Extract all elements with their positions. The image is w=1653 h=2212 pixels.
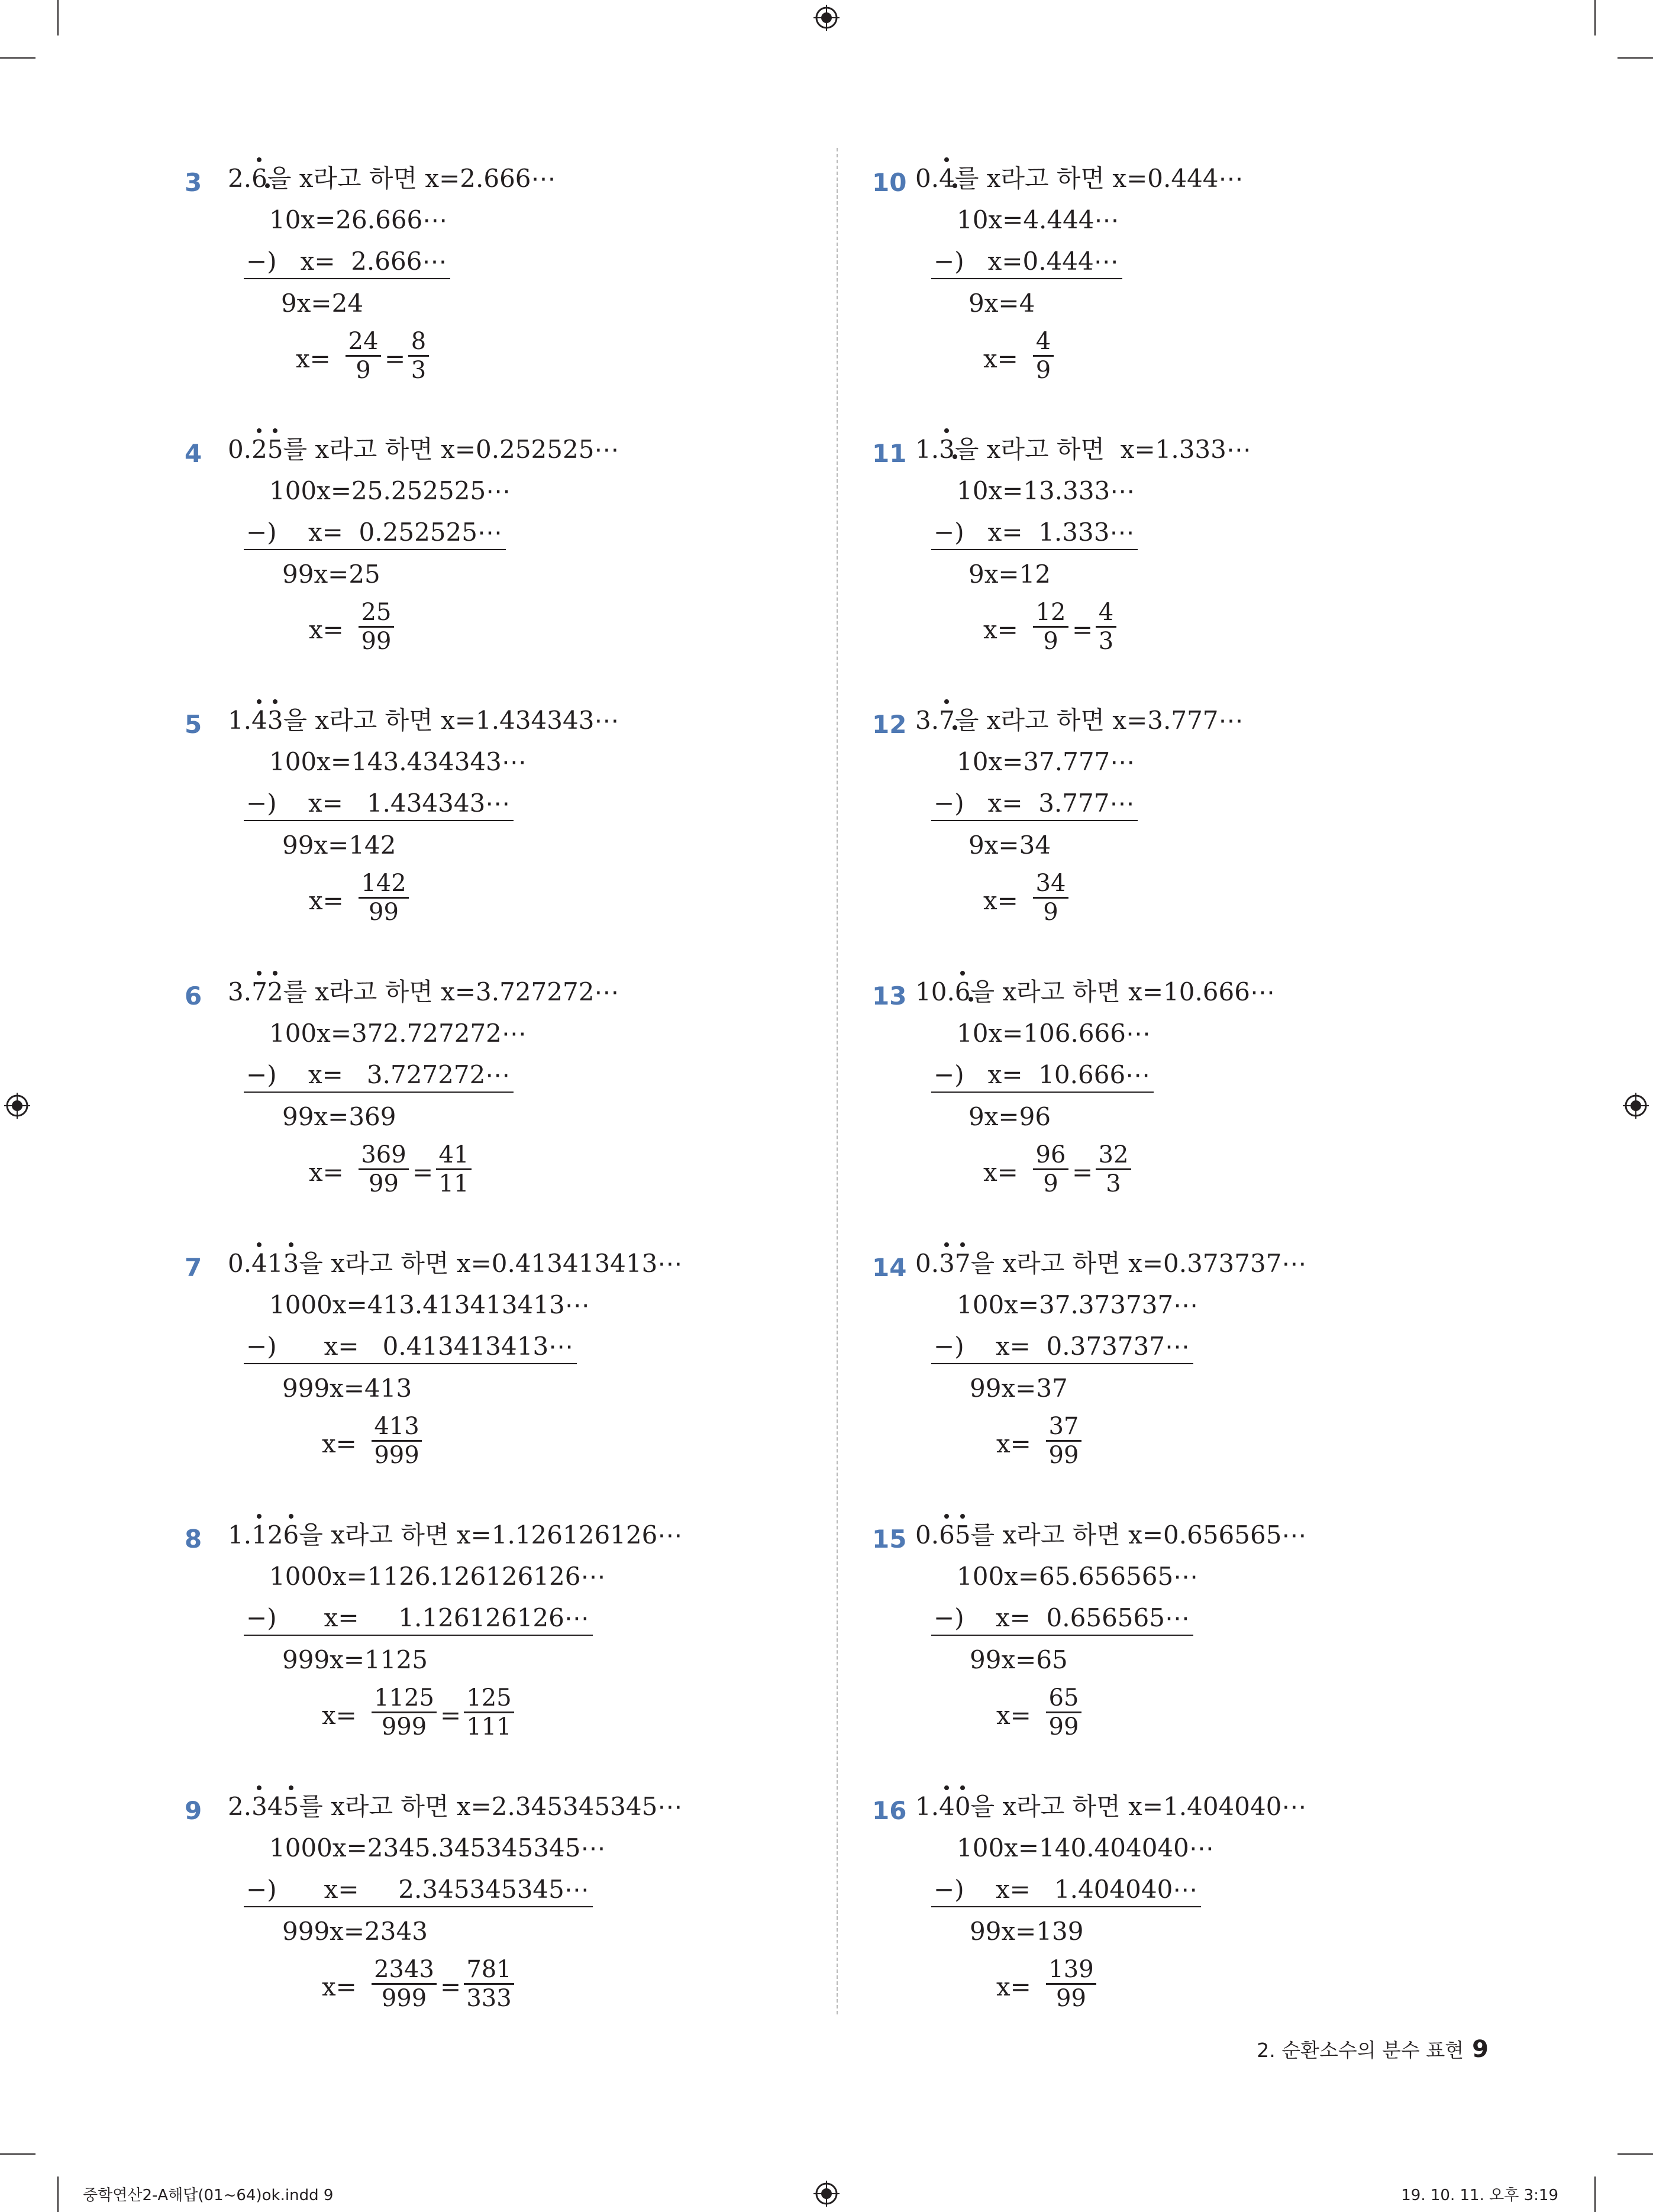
problem-6 — [185, 968, 895, 1217]
statement-text: 를 x라고 하면 x=0.252525⋯ — [283, 435, 619, 464]
fraction-denominator: 111 — [466, 1713, 512, 1740]
equation-difference: 999x=2343 — [282, 1917, 428, 1946]
section-title: 2. 순환소수의 분수 표현 — [1257, 2039, 1464, 2062]
result-lhs: x= — [309, 615, 344, 644]
fraction — [464, 1956, 514, 2012]
fraction-denominator: 999 — [381, 1985, 427, 2012]
print-slug-left: 중학연산2-A해답(01~64)ok.indd 9 — [83, 2187, 334, 2204]
fraction — [1046, 1684, 1081, 1740]
fraction-numerator: 413 — [372, 1413, 422, 1442]
equation-difference: 99x=37 — [970, 1374, 1068, 1403]
equation-multiply: 100x=372.727272⋯ — [269, 1019, 527, 1048]
problem-number: 15 — [872, 1525, 907, 1554]
fraction — [1096, 1141, 1131, 1197]
crop-mark — [57, 2177, 59, 2212]
repeating-digit-end: 5 — [283, 1789, 299, 1825]
fraction-numerator: 41 — [436, 1141, 472, 1170]
fraction-denominator: 99 — [1048, 1713, 1079, 1740]
equals-sign: = — [412, 1158, 434, 1187]
fraction-denominator: 3 — [1106, 1170, 1121, 1197]
crop-mark — [0, 57, 35, 59]
equation-subtract — [931, 1600, 1193, 1636]
equation-multiply: 100x=65.656565⋯ — [957, 1562, 1199, 1591]
equation-difference: 9x=34 — [968, 831, 1051, 860]
fraction — [1033, 328, 1054, 384]
fraction — [372, 1956, 437, 2012]
fraction — [408, 328, 429, 384]
repeating-digit-start: 4 — [251, 703, 267, 738]
fraction — [372, 1413, 422, 1469]
problem-statement — [228, 703, 619, 738]
equation-multiply: 10x=13.333⋯ — [957, 476, 1135, 505]
repeating-digit-start: 3 — [939, 1246, 955, 1281]
decimal-lead: 3. — [228, 977, 252, 1006]
registration-mark-icon — [813, 2181, 840, 2207]
fraction-numerator: 96 — [1033, 1141, 1068, 1170]
equals-sign: = — [440, 1972, 461, 2001]
fraction-numerator: 34 — [1033, 870, 1068, 899]
fraction-numerator: 369 — [359, 1141, 409, 1170]
registration-mark-icon — [1623, 1093, 1649, 1119]
fraction-denominator: 99 — [1048, 1442, 1079, 1469]
repeating-digit-start: 6 — [955, 974, 971, 1010]
decimal-lead: 10. — [915, 977, 955, 1006]
problem-11 — [872, 426, 1582, 674]
equation-multiply: 10x=4.444⋯ — [957, 205, 1119, 234]
fraction-numerator: 8 — [408, 328, 429, 357]
equation-difference: 999x=1125 — [282, 1645, 428, 1674]
result-lhs: x= — [322, 1972, 357, 2001]
result-lhs: x= — [296, 344, 331, 373]
decimal-lead: 0. — [915, 164, 940, 193]
subtraction-row: −) x= 0.373737⋯ — [931, 1331, 1193, 1364]
equation-subtract — [931, 786, 1138, 821]
fraction-numerator: 139 — [1046, 1956, 1096, 1985]
equation-subtract — [931, 244, 1122, 279]
fraction-denominator: 3 — [1098, 628, 1114, 655]
equation-multiply: 10x=37.777⋯ — [957, 747, 1135, 776]
fraction — [346, 328, 381, 384]
statement-text: 를 x라고 하면 x=0.444⋯ — [954, 164, 1244, 193]
fraction — [464, 1684, 514, 1740]
equation-subtract — [931, 1872, 1201, 1907]
equation-multiply: 10x=26.666⋯ — [269, 205, 448, 234]
repeating-digit-end: 0 — [955, 1789, 971, 1825]
statement-text: 을 x라고 하면 x=1.333⋯ — [954, 435, 1251, 464]
equation-subtract — [244, 515, 506, 550]
repeating-digit-start: 4 — [251, 1246, 267, 1281]
equation-multiply: 100x=140.404040⋯ — [957, 1833, 1214, 1862]
equation-subtract — [931, 1329, 1193, 1364]
fraction — [1033, 1141, 1068, 1197]
equals-sign: = — [440, 1701, 461, 1730]
fraction — [1096, 599, 1116, 655]
equation-multiply: 100x=25.252525⋯ — [269, 476, 511, 505]
problem-number: 7 — [185, 1253, 202, 1282]
subtraction-row: −) x= 1.333⋯ — [931, 517, 1138, 550]
problem-statement — [228, 161, 556, 196]
crop-mark — [1594, 2177, 1596, 2212]
repeating-digit-end: 2 — [267, 974, 283, 1010]
fraction-denominator: 99 — [369, 899, 399, 926]
repeating-digit-middle: 1 — [267, 1249, 283, 1278]
fraction-denominator: 99 — [361, 628, 392, 655]
result-lhs: x= — [996, 1701, 1031, 1730]
subtraction-row: −) x= 1.434343⋯ — [244, 788, 514, 821]
page-number: 9 — [1472, 2036, 1489, 2063]
crop-mark — [1618, 57, 1653, 59]
fraction-denominator: 333 — [466, 1985, 512, 2012]
equation-multiply: 10x=106.666⋯ — [957, 1019, 1151, 1048]
crop-mark — [1594, 0, 1596, 35]
problem-statement — [228, 432, 619, 467]
subtraction-row: −) x= 0.252525⋯ — [244, 517, 506, 550]
fraction-numerator: 2343 — [372, 1956, 437, 1985]
problem-statement — [915, 974, 1275, 1010]
problem-number: 11 — [872, 439, 907, 468]
repeating-digit-start: 6 — [251, 161, 267, 196]
problem-number: 9 — [185, 1796, 202, 1825]
statement-text: 을 x라고 하면 x=0.373737⋯ — [970, 1249, 1307, 1278]
repeating-digit-start: 3 — [251, 1789, 267, 1825]
problem-14 — [872, 1240, 1582, 1488]
subtraction-row: −) x= 3.727272⋯ — [244, 1060, 514, 1093]
subtraction-row: −) x= 2.345345345⋯ — [244, 1874, 593, 1907]
decimal-lead: 1. — [228, 1520, 252, 1549]
result-lhs: x= — [983, 886, 1018, 915]
subtraction-row: −) x= 3.777⋯ — [931, 788, 1138, 821]
fraction — [372, 1684, 437, 1740]
equation-multiply: 100x=37.373737⋯ — [957, 1290, 1199, 1319]
fraction-denominator: 9 — [1035, 357, 1051, 384]
fraction-denominator: 9 — [1043, 1170, 1058, 1197]
fraction-numerator: 37 — [1046, 1413, 1081, 1442]
section-footer — [1257, 2035, 1489, 2063]
equation-subtract — [931, 1057, 1154, 1093]
equation-difference: 9x=24 — [281, 289, 364, 318]
repeating-digit-middle: 2 — [267, 1520, 283, 1549]
fraction-denominator: 99 — [369, 1170, 399, 1197]
decimal-lead: 2. — [228, 164, 252, 193]
problem-number: 3 — [185, 168, 202, 197]
problem-13 — [872, 968, 1582, 1217]
problem-number: 4 — [185, 439, 202, 468]
equals-sign: = — [385, 344, 406, 373]
equals-sign: = — [1072, 1158, 1093, 1187]
result-lhs: x= — [996, 1429, 1031, 1458]
problem-statement — [228, 1517, 682, 1553]
equation-difference: 99x=142 — [282, 831, 396, 860]
problem-10 — [872, 155, 1582, 403]
statement-text: 을 x라고 하면 x=1.126126126⋯ — [299, 1520, 683, 1549]
fraction — [1046, 1413, 1081, 1469]
repeating-digit-end: 3 — [283, 1246, 299, 1281]
equation-subtract — [244, 1057, 514, 1093]
decimal-lead: 1. — [915, 435, 940, 464]
problem-statement — [915, 703, 1244, 738]
fraction-denominator: 3 — [411, 357, 427, 384]
repeating-digit-end: 3 — [267, 703, 283, 738]
equation-multiply: 100x=143.434343⋯ — [269, 747, 527, 776]
result-lhs: x= — [983, 1158, 1018, 1187]
problem-8 — [185, 1512, 895, 1760]
problem-15 — [872, 1512, 1582, 1760]
equation-multiply: 1000x=2345.345345345⋯ — [269, 1833, 606, 1862]
statement-text: 을 x라고 하면 x=1.404040⋯ — [970, 1792, 1307, 1821]
subtraction-row: −) x= 1.404040⋯ — [931, 1874, 1201, 1907]
problem-number: 16 — [872, 1796, 907, 1825]
fraction-denominator: 9 — [356, 357, 371, 384]
problem-12 — [872, 697, 1582, 945]
repeating-digit-start: 2 — [251, 432, 267, 467]
equation-difference: 9x=4 — [968, 289, 1035, 318]
problem-9 — [185, 1783, 895, 2032]
crop-mark — [0, 2153, 35, 2155]
fraction-numerator: 24 — [346, 328, 381, 357]
subtraction-row: −) x= 0.656565⋯ — [931, 1603, 1193, 1636]
problem-number: 5 — [185, 710, 202, 739]
decimal-lead: 0. — [228, 435, 252, 464]
fraction-numerator: 142 — [359, 870, 409, 899]
repeating-digit-start: 7 — [939, 703, 955, 738]
repeating-digit-start: 1 — [251, 1517, 267, 1553]
result-lhs: x= — [983, 615, 1018, 644]
fraction — [359, 1141, 409, 1197]
result-lhs: x= — [322, 1701, 357, 1730]
fraction — [1033, 599, 1068, 655]
equation-multiply: 1000x=1126.126126126⋯ — [269, 1562, 606, 1591]
problem-number: 8 — [185, 1525, 202, 1554]
equation-difference: 99x=25 — [282, 560, 380, 589]
statement-text: 을 x라고 하면 x=10.666⋯ — [970, 977, 1275, 1006]
statement-text: 를 x라고 하면 x=2.345345345⋯ — [299, 1792, 683, 1821]
result-lhs: x= — [322, 1429, 357, 1458]
problem-3 — [185, 155, 895, 403]
fraction-numerator: 25 — [359, 599, 394, 628]
repeating-digit-start: 3 — [939, 432, 955, 467]
fraction-denominator: 9 — [1043, 899, 1058, 926]
registration-mark-icon — [813, 5, 840, 31]
fraction-denominator: 99 — [1056, 1985, 1086, 2012]
equation-subtract — [244, 1329, 577, 1364]
fraction — [436, 1141, 472, 1197]
fraction-numerator: 12 — [1033, 599, 1068, 628]
decimal-lead: 3. — [915, 706, 940, 735]
fraction-denominator: 999 — [381, 1713, 427, 1740]
repeating-digit-middle: 4 — [267, 1792, 283, 1821]
fraction-numerator: 1125 — [372, 1684, 437, 1713]
subtraction-row: −) x= 1.126126126⋯ — [244, 1603, 593, 1636]
equation-subtract — [931, 515, 1138, 550]
equation-subtract — [244, 1872, 593, 1907]
fraction-numerator: 4 — [1033, 328, 1054, 357]
fraction-numerator: 32 — [1096, 1141, 1131, 1170]
fraction — [359, 870, 409, 926]
problem-number: 14 — [872, 1253, 907, 1282]
decimal-lead: 0. — [915, 1520, 940, 1549]
problem-statement — [228, 974, 619, 1010]
subtraction-row: −) x= 0.413413413⋯ — [244, 1331, 577, 1364]
decimal-lead: 0. — [228, 1249, 252, 1278]
print-slug-right: 19. 10. 11. 오후 3:19 — [1401, 2187, 1558, 2204]
fraction-denominator: 9 — [1043, 628, 1058, 655]
statement-text: 을 x라고 하면 x=0.413413413⋯ — [299, 1249, 683, 1278]
repeating-digit-end: 6 — [283, 1517, 299, 1553]
problem-statement — [228, 1789, 682, 1825]
equation-subtract — [244, 786, 514, 821]
problem-statement — [915, 161, 1244, 196]
fraction-numerator: 781 — [464, 1956, 514, 1985]
fraction — [1046, 1956, 1096, 2012]
result-lhs: x= — [309, 886, 344, 915]
equation-difference: 999x=413 — [282, 1374, 412, 1403]
subtraction-row: −) x=0.444⋯ — [931, 246, 1122, 279]
fraction-numerator: 125 — [464, 1684, 514, 1713]
registration-mark-icon — [4, 1093, 30, 1119]
fraction — [1033, 870, 1068, 926]
decimal-lead: 0. — [915, 1249, 940, 1278]
equation-difference: 9x=96 — [968, 1102, 1051, 1131]
statement-text: 를 x라고 하면 x=3.727272⋯ — [283, 977, 619, 1006]
statement-text: 를 x라고 하면 x=0.656565⋯ — [970, 1520, 1307, 1549]
problem-4 — [185, 426, 895, 674]
decimal-lead: 1. — [915, 1792, 940, 1821]
fraction-numerator: 4 — [1096, 599, 1116, 628]
subtraction-row: −) x= 2.666⋯ — [244, 246, 450, 279]
problem-16 — [872, 1783, 1582, 2032]
problem-statement — [915, 1789, 1306, 1825]
repeating-digit-start: 4 — [939, 1789, 955, 1825]
fraction — [359, 599, 394, 655]
problem-statement — [228, 1246, 682, 1281]
decimal-lead: 1. — [228, 706, 252, 735]
equation-difference: 99x=369 — [282, 1102, 396, 1131]
repeating-digit-start: 6 — [939, 1517, 955, 1553]
fraction-numerator: 65 — [1046, 1684, 1081, 1713]
equation-multiply: 1000x=413.413413413⋯ — [269, 1290, 590, 1319]
problem-number: 10 — [872, 168, 907, 197]
result-lhs: x= — [309, 1158, 344, 1187]
statement-text: 을 x라고 하면 x=3.777⋯ — [954, 706, 1244, 735]
crop-mark — [57, 0, 59, 35]
problem-7 — [185, 1240, 895, 1488]
problem-statement — [915, 432, 1251, 467]
repeating-digit-end: 5 — [267, 432, 283, 467]
equation-difference: 99x=139 — [970, 1917, 1084, 1946]
statement-text: 을 x라고 하면 x=2.666⋯ — [267, 164, 556, 193]
subtraction-row: −) x= 10.666⋯ — [931, 1060, 1154, 1093]
statement-text: 을 x라고 하면 x=1.434343⋯ — [283, 706, 619, 735]
problem-number: 6 — [185, 981, 202, 1010]
result-lhs: x= — [983, 344, 1018, 373]
problem-5 — [185, 697, 895, 945]
repeating-digit-start: 4 — [939, 161, 955, 196]
problem-statement — [915, 1246, 1306, 1281]
result-lhs: x= — [996, 1972, 1031, 2001]
problem-number: 12 — [872, 710, 907, 739]
problem-number: 13 — [872, 981, 907, 1010]
equation-difference: 9x=12 — [968, 560, 1051, 589]
repeating-digit-end: 7 — [955, 1246, 971, 1281]
decimal-lead: 2. — [228, 1792, 252, 1821]
equation-subtract — [244, 1600, 593, 1636]
repeating-digit-start: 7 — [251, 974, 267, 1010]
fraction-denominator: 11 — [438, 1170, 469, 1197]
equation-subtract — [244, 244, 450, 279]
repeating-digit-end: 5 — [955, 1517, 971, 1553]
equals-sign: = — [1072, 615, 1093, 644]
problem-statement — [915, 1517, 1306, 1553]
crop-mark — [1618, 2153, 1653, 2155]
fraction-denominator: 999 — [374, 1442, 419, 1469]
equation-difference: 99x=65 — [970, 1645, 1068, 1674]
